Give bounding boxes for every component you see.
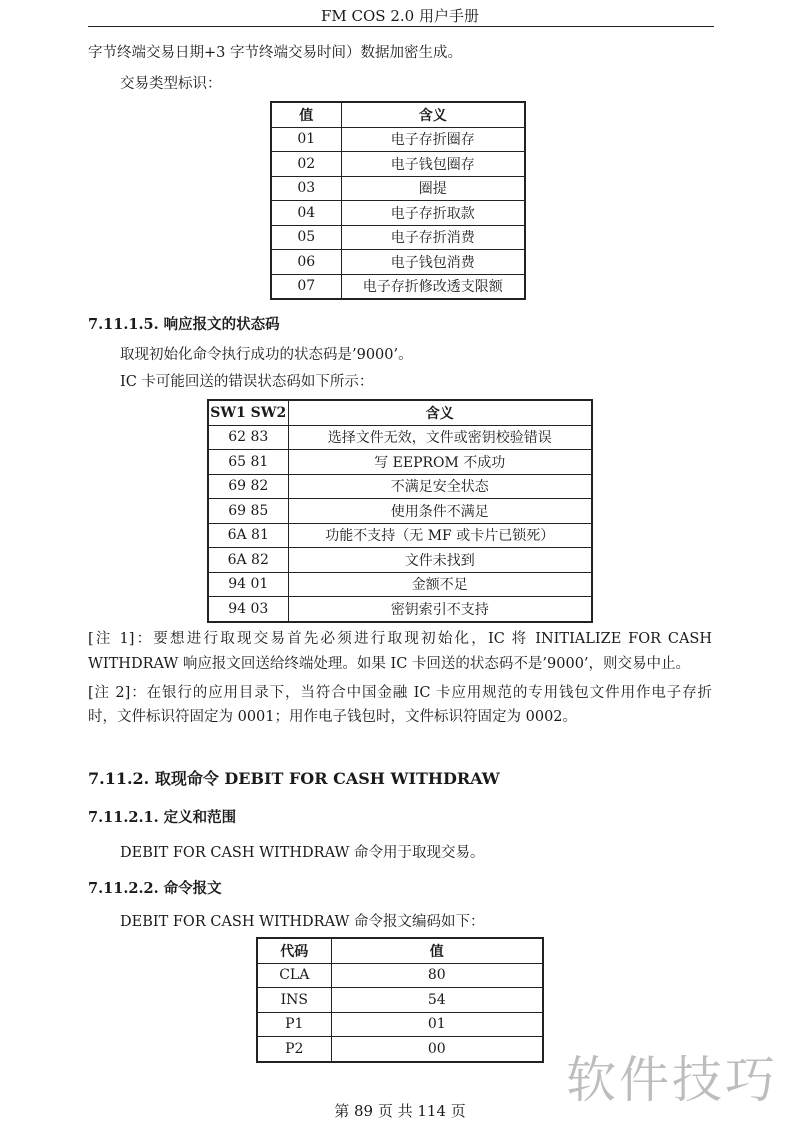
table-cell: 使用条件不满足 (288, 499, 592, 524)
table-row (271, 225, 525, 250)
table-cell: 选择文件无效，文件或密钥校验错误 (288, 425, 592, 450)
table-cell: 密钥索引不支持 (288, 597, 592, 622)
table-cell: 01 (331, 1012, 543, 1037)
table-row (208, 572, 592, 597)
table-row (208, 425, 592, 450)
paragraph-debit-definition: DEBIT FOR CASH WITHDRAW 命令用于取现交易。 (120, 845, 485, 861)
table-cell: 06 (271, 250, 341, 275)
table-cell: 电子钱包消费 (341, 250, 525, 275)
table-row (257, 1012, 543, 1037)
table-row (208, 548, 592, 573)
intro-line-2: 交易类型标识： (120, 76, 222, 92)
section-heading-7-11-2-2: 7.11.2.2. 命令报文 (88, 880, 222, 897)
table-header-row (271, 102, 525, 127)
section-heading-7-11-2: 7.11.2. 取现命令 DEBIT FOR CASH WITHDRAW (88, 769, 500, 788)
table-row (208, 499, 592, 524)
table-row (208, 474, 592, 499)
table-row (271, 176, 525, 201)
section-heading-7-11-2-1: 7.11.2.1. 定义和范围 (88, 809, 237, 826)
table-header-row (208, 400, 592, 425)
table-cell: 电子存折取款 (341, 201, 525, 226)
status-code-table (207, 399, 593, 623)
table-row (257, 963, 543, 988)
table-cell: 07 (271, 274, 341, 299)
header-divider (88, 26, 714, 27)
table-cell: 02 (271, 152, 341, 177)
page-footer: 第 89 页 共 114 页 (334, 1102, 466, 1120)
table-cell: CLA (257, 963, 331, 988)
table-cell: 80 (331, 963, 543, 988)
column-header: 含义 (341, 102, 525, 127)
table-cell: P2 (257, 1037, 331, 1062)
column-header: 值 (271, 102, 341, 127)
table-cell: 69 82 (208, 474, 288, 499)
note-1-line-1: [注 1]：要想进行取现交易首先必须进行取现初始化，IC 将 INITIALIZE FOR CASH (88, 631, 712, 647)
table-cell: 00 (331, 1037, 543, 1062)
table-cell: 电子存折消费 (341, 225, 525, 250)
table-cell: 54 (331, 988, 543, 1013)
note-2-line-2: 时，文件标识符固定为 0001；用作电子钱包时，文件标识符固定为 0002。 (88, 709, 578, 725)
table-cell: 6A 82 (208, 548, 288, 573)
table-cell: 94 01 (208, 572, 288, 597)
table-cell: 功能不支持（无 MF 或卡片已锁死） (288, 523, 592, 548)
table-row (208, 523, 592, 548)
page-header-title: FM COS 2.0 用户手册 (321, 7, 479, 25)
table-header-row (257, 938, 543, 963)
table-cell: 写 EEPROM 不成功 (288, 450, 592, 475)
table-cell: P1 (257, 1012, 331, 1037)
column-header: 值 (331, 938, 543, 963)
table-cell: 05 (271, 225, 341, 250)
watermark: 软件技巧 (566, 1051, 778, 1109)
paragraph-error-codes-intro: IC 卡可能回送的错误状态码如下所示： (120, 374, 374, 390)
table-row (271, 274, 525, 299)
table-row (271, 201, 525, 226)
transaction-type-table (270, 101, 526, 300)
table-row (271, 152, 525, 177)
column-header: 含义 (288, 400, 592, 425)
table-row (208, 597, 592, 622)
note-2-line-1: [注 2]：在银行的应用目录下，当符合中国金融 IC 卡应用规范的专用钱包文件用作电子存折 (88, 685, 712, 701)
table-cell: 电子存折修改透支限额 (341, 274, 525, 299)
column-header: 代码 (257, 938, 331, 963)
table-cell: 03 (271, 176, 341, 201)
table-row (257, 1037, 543, 1062)
table-cell: 电子存折圈存 (341, 127, 525, 152)
column-header: SW1 SW2 (208, 400, 288, 425)
table-cell: 圈提 (341, 176, 525, 201)
table-cell: 01 (271, 127, 341, 152)
table-cell: 62 83 (208, 425, 288, 450)
table-row (208, 450, 592, 475)
table-cell: 04 (271, 201, 341, 226)
table-row (271, 250, 525, 275)
intro-line-1: 字节终端交易日期+3 字节终端交易时间）数据加密生成。 (88, 45, 462, 61)
table-cell: 文件未找到 (288, 548, 592, 573)
section-heading-7-11-1-5: 7.11.1.5. 响应报文的状态码 (88, 316, 280, 333)
table-cell: 65 81 (208, 450, 288, 475)
table-cell: 电子钱包圈存 (341, 152, 525, 177)
table-cell: 94 03 (208, 597, 288, 622)
command-message-table (256, 937, 544, 1063)
table-cell: INS (257, 988, 331, 1013)
paragraph-command-encoding: DEBIT FOR CASH WITHDRAW 命令报文编码如下： (120, 914, 485, 930)
paragraph-status-ok: 取现初始化命令执行成功的状态码是’9000’。 (120, 347, 413, 363)
table-row (257, 988, 543, 1013)
note-1-line-2: WITHDRAW 响应报文回送给终端处理。如果 IC 卡回送的状态码不是’9000’，则交易中止。 (88, 656, 691, 672)
table-cell: 6A 81 (208, 523, 288, 548)
table-row (271, 127, 525, 152)
table-cell: 不满足安全状态 (288, 474, 592, 499)
table-cell: 金额不足 (288, 572, 592, 597)
table-cell: 69 85 (208, 499, 288, 524)
